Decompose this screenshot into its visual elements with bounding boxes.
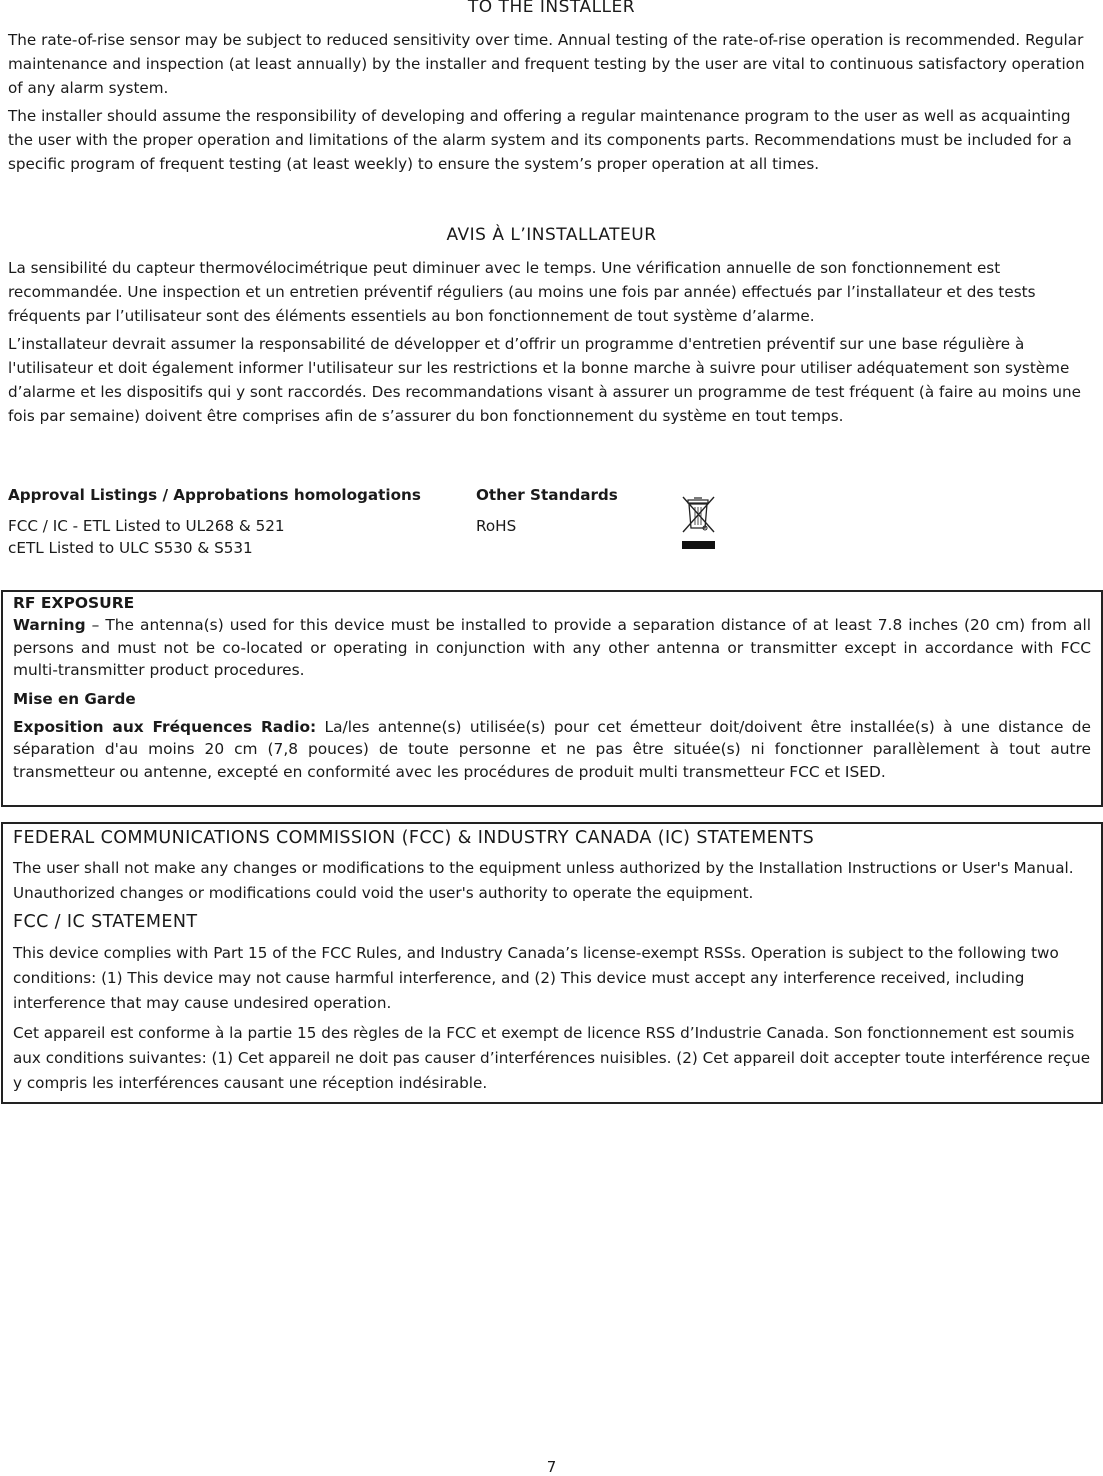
fcc-paragraph-2: This device complies with Part 15 of the FCC Rules, and Industry Canada’s license-exempt RSSs. Operation is subject to the following two conditions: (1) This device may not cause harmful interference, and (2) This device must accept any interference received, including interference that may cause undesired operation.: [13, 944, 1059, 1012]
rf-exposition-label: Exposition aux Fréquences Radio:: [13, 717, 317, 736]
rf-exposition-paragraph: [13, 716, 1091, 784]
installer-fr-paragraph-2: L’installateur devrait assumer la responsabilité de développer et d’offrir un programme d'entretien préventif sur une base régulière à l'utilisateur et doit également informer l'utilisateur sur les restrictions et la bonne marche à suivre pour utiliser adéquatement son système d’alarme et les dispositifs qui y sont raccordés. Des recommandations visant à assurer un programme de test fréquent (à faire au moins une fois par semaine) doivent être comprises afin de s’assurer du bon fonctionnement du système en tout temps.: [8, 335, 1081, 425]
fcc-statements-box: [1, 822, 1103, 1104]
rf-exposure-box: [1, 590, 1103, 807]
approvals-line-1: FCC / IC - ETL Listed to UL268 & 521: [8, 517, 285, 535]
rf-warning-text: – The antenna(s) used for this device must be installed to provide a separation distance of at least 7.8 inches (20 cm) from all persons and must not be co-located or operating in conjunction with any other antenna or transmitter except in accordance with FCC multi-transmitter product procedures.: [13, 616, 1091, 679]
mise-en-garde-label: Mise en Garde: [13, 689, 136, 708]
approvals-heading: Approval Listings / Approbations homologations: [8, 486, 421, 504]
installer-en-paragraph-1: The rate-of-rise sensor may be subject to reduced sensitivity over time. Annual testing of the rate-of-rise operation is recommended. Regular maintenance and inspection (at least annually) by the installer and frequent testing by the user are vital to continuous satisfactory operation of any alarm system.: [8, 31, 1085, 97]
fcc-paragraph-1: The user shall not make any changes or modifications to the equipment unless authorized by the Installation Instructions or User's Manual. Unauthorized changes or modifications could void the user's authority to operate the equipment.: [13, 859, 1074, 902]
installer-fr-paragraph-1: La sensibilité du capteur thermovélocimétrique peut diminuer avec le temps. Une vérification annuelle de son fonctionnement est recommandée. Une inspection et un entretien préventif réguliers (au moins une fois par année) effectués par l’installateur et des tests fréquents par l’utilisateur sont des éléments essentiels au bon fonctionnement de tout système d’alarme.: [8, 259, 1036, 325]
page-number: 7: [546, 1458, 557, 1476]
installer-fr-body: [8, 256, 1095, 432]
weee-crossed-bin-icon: [678, 494, 718, 552]
rf-exposure-heading: RF EXPOSURE: [13, 594, 135, 612]
fcc-ic-subheading: FCC / IC STATEMENT: [13, 912, 198, 932]
fcc-heading: FEDERAL COMMUNICATIONS COMMISSION (FCC) & INDUSTRY CANADA (IC) STATEMENTS: [13, 828, 815, 848]
rf-warning-label: Warning: [13, 616, 86, 634]
installer-fr-title: AVIS À L’INSTALLATEUR: [446, 225, 657, 245]
approvals-line-2: cETL Listed to ULC S530 & S531: [8, 539, 253, 557]
installer-en-section: [8, 0, 1095, 17]
fcc-paragraph-3: Cet appareil est conforme à la partie 15 des règles de la FCC et exempt de licence RSS d’Industrie Canada. Son fonctionnement est soumis aux conditions suivantes: (1) Cet appareil ne doit pas causer d’interférences nuisibles. (2) Cet appareil doit accepter toute interférence reçue y compris les interférences causant une réception indésirable.: [13, 1024, 1091, 1092]
other-standards-value: RoHS: [476, 517, 517, 535]
installer-fr-section: [8, 225, 1095, 245]
rf-warning-paragraph: [13, 614, 1091, 682]
installer-en-title: TO THE INSTALLER: [467, 0, 636, 17]
installer-en-body: [8, 28, 1095, 180]
installer-en-paragraph-2: The installer should assume the responsibility of developing and offering a regular maintenance program to the user as well as acquainting the user with the proper operation and limitations of the alarm system and its components parts. Recommendations must be included for a specific program of frequent testing (at least weekly) to ensure the system’s proper operation at all times.: [8, 107, 1072, 173]
rf-exposition-text: La/les antenne(s) utilisée(s) pour cet émetteur doit/doivent être installée(s) à une distance de séparation d'au moins 20 cm (7,8 pouces) de toute personne et ne pas être située(s) ni fonctionner parallèlement à tout autre transmetteur ou antenne, excepté en conformité avec les procédures de produit multi transmetteur FCC et ISED.: [13, 717, 1091, 781]
other-standards-heading: Other Standards: [476, 486, 618, 504]
